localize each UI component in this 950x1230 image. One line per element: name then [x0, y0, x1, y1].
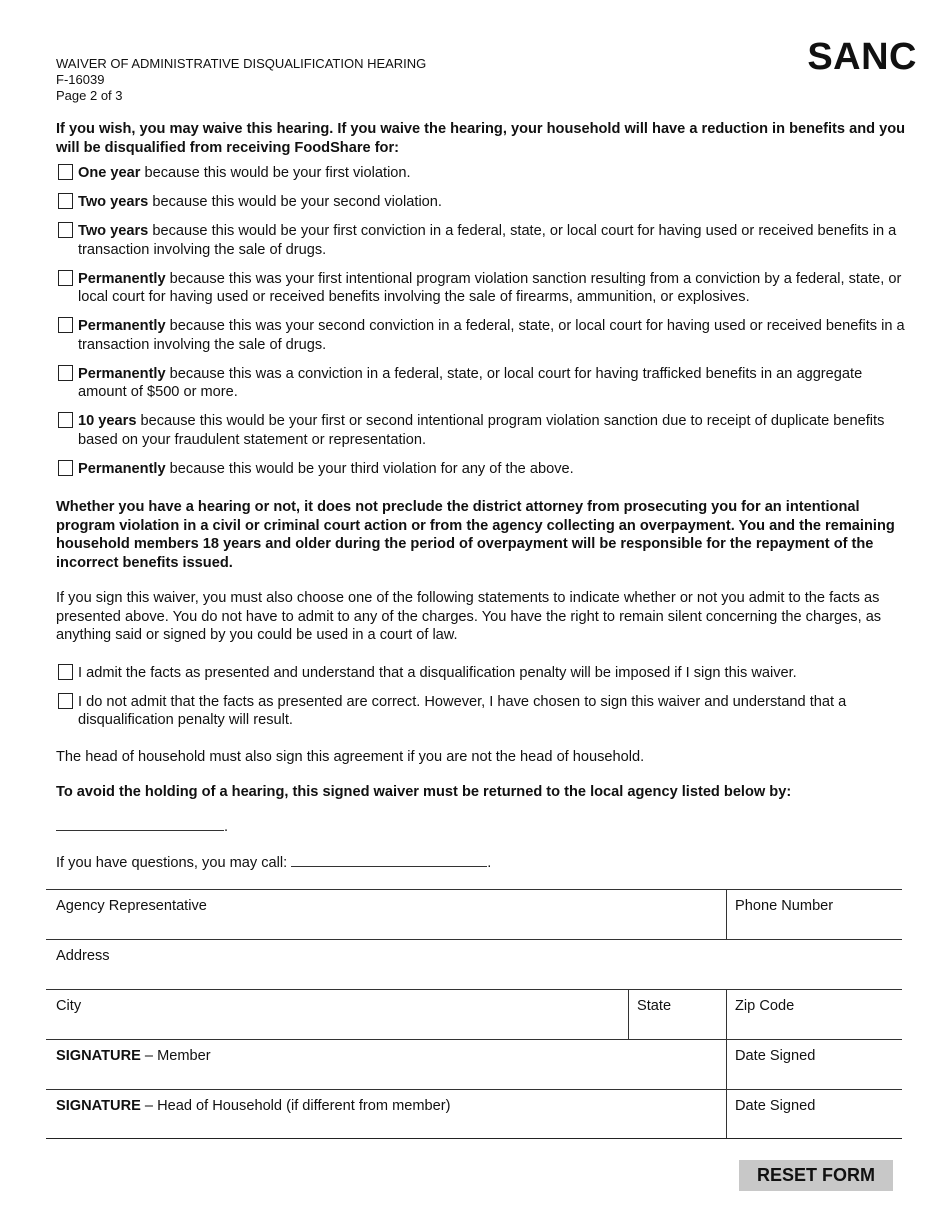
checkbox[interactable]: [58, 664, 73, 680]
form-header: [56, 56, 426, 104]
deadline-line: .: [56, 816, 906, 837]
hoh-date-signed-field[interactable]: Date Signed: [726, 1090, 902, 1138]
state-field[interactable]: State: [628, 990, 726, 1039]
admission-option: I admit the facts as presented and understand that a disqualification penalty will be imposed if I sign this waiver.: [56, 664, 906, 683]
admission-option: I do not admit that the facts as presented are correct. However, I have chosen to sign this waiver and understand that a disqualification penalty will result.: [56, 693, 906, 730]
grid-row-address: [46, 939, 902, 989]
phone-contact-field[interactable]: [291, 852, 487, 867]
admission-instructions: If you sign this waiver, you must also choose one of the following statements to indicate whether or not you admit to the facts as presented above. You do not have to admit to any of the charges. You have the right to remain silent concerning the charges, as anything said or signed by you could be used in a court of law.: [56, 590, 882, 643]
checkbox[interactable]: [58, 365, 73, 381]
page-label: Page 2 of 3: [56, 88, 123, 103]
hoh-signature-field[interactable]: SIGNATURE – Head of Household (if different from member): [56, 1098, 451, 1114]
head-of-household-note: The head of household must also sign this agreement if you are not the head of household.: [56, 748, 645, 765]
penalty-option: Permanently because this was your first intentional program violation sanction resulting from a conviction by a federal, state, or local court for having used or received benefits involving the sale of firearms, ammunition, or explosives.: [56, 270, 906, 307]
penalty-option: 10 years because this would be your first or second intentional program violation sanction due to receipt of duplicate benefits based on your fraudulent statement or representation.: [56, 412, 906, 449]
penalty-option: Two years because this would be your first conviction in a federal, state, or local court for having used or received benefits in a transaction involving the sale of drugs.: [56, 222, 906, 259]
checkbox[interactable]: [58, 460, 73, 476]
questions-line: If you have questions, you may call: .: [56, 852, 906, 873]
penalty-option: Permanently because this was a conviction in a federal, state, or local court for having trafficked benefits in an aggregate amount of $500 or more.: [56, 365, 906, 402]
penalty-option: One year because this would be your first violation.: [56, 164, 906, 183]
phone-number-field[interactable]: Phone Number: [726, 890, 902, 939]
city-field[interactable]: City: [56, 998, 82, 1014]
penalty-option: Two years because this would be your second violation.: [56, 193, 906, 212]
address-field[interactable]: Address: [56, 948, 110, 964]
form-title: WAIVER OF ADMINISTRATIVE DISQUALIFICATION HEARING: [56, 56, 427, 71]
penalty-option: Permanently because this would be your third violation for any of the above.: [56, 460, 906, 479]
form-code: SANC: [807, 36, 917, 78]
return-notice: To avoid the holding of a hearing, this signed waiver must be returned to the local agency listed below by:: [56, 784, 792, 800]
checkbox[interactable]: [58, 164, 73, 180]
member-signature-field[interactable]: SIGNATURE – Member: [56, 1048, 211, 1064]
penalty-options: [56, 164, 906, 478]
grid-row-hoh-signature: [46, 1089, 902, 1139]
checkbox[interactable]: [58, 317, 73, 333]
checkbox[interactable]: [58, 412, 73, 428]
reset-form-button[interactable]: RESET FORM: [739, 1160, 893, 1191]
checkbox[interactable]: [58, 270, 73, 286]
grid-row-city: [46, 989, 902, 1039]
checkbox[interactable]: [58, 193, 73, 209]
intro-text: If you wish, you may waive this hearing. If you waive the hearing, your household will have a reduction in benefits and you will be disqualified from receiving FoodShare for:: [56, 121, 906, 156]
agency-info-grid: [46, 889, 902, 1139]
agency-rep-field[interactable]: Agency Representative: [56, 898, 207, 914]
checkbox[interactable]: [58, 693, 73, 709]
prosecution-notice: Whether you have a hearing or not, it does not preclude the district attorney from prosecuting you for an intentional program violation in a civil or criminal court action or from the agency collecting an overpayment. You and the remaining household members 18 years and older during the period of overpayment will be responsible for the repayment of the incorrect benefits issued.: [56, 499, 895, 571]
grid-row-agency: [46, 889, 902, 939]
grid-row-member-signature: [46, 1039, 902, 1089]
form-body: [56, 120, 906, 873]
penalty-option: Permanently because this was your second conviction in a federal, state, or local court for having used or received benefits in a transaction involving the sale of drugs.: [56, 317, 906, 354]
checkbox[interactable]: [58, 222, 73, 238]
deadline-field[interactable]: [56, 816, 224, 831]
form-number: F-16039: [56, 72, 105, 87]
member-date-signed-field[interactable]: Date Signed: [726, 1040, 902, 1089]
zip-code-field[interactable]: Zip Code: [726, 990, 902, 1039]
